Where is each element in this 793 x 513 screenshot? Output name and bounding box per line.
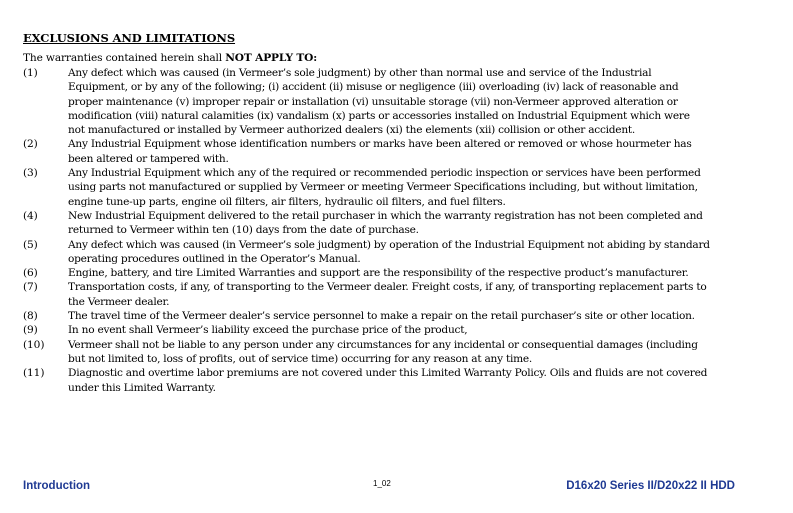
exclusion-item-number: (7)	[23, 281, 38, 294]
exclusion-item	[0, 66, 793, 137]
exclusion-item-line: Any defect which was caused (in Vermeer’s sole judgment) by operation of the Industrial Equipment not abiding by standard	[68, 238, 710, 251]
exclusion-item-text	[68, 280, 748, 309]
exclusion-item	[0, 209, 793, 238]
exclusion-item-number: (4)	[23, 209, 38, 222]
exclusion-item-number: (8)	[23, 310, 38, 323]
exclusion-item-line: The travel time of the Vermeer dealer’s service personnel to make a repair on the retail purchaser’s site or other location.	[68, 310, 695, 323]
exclusion-item	[0, 323, 793, 337]
exclusion-item-number: (2)	[23, 138, 38, 151]
footer-section-title: Introduction	[23, 480, 91, 492]
exclusion-item-line: modification (viii) natural calamities (ix) vandalism (x) parts or accessories installed on Industrial Equipment which were	[68, 109, 690, 122]
exclusion-item	[0, 338, 793, 367]
intro-prefix: The warranties contained herein shall	[23, 52, 226, 64]
exclusion-item-text	[68, 266, 748, 280]
exclusion-item-line: been altered or tampered with.	[68, 152, 229, 165]
exclusion-item-line: proper maintenance (v) improper repair or installation (vi) unsuitable storage (vii) non-Vermeer approved alteration or	[68, 95, 678, 108]
exclusion-item-text	[68, 238, 748, 267]
exclusion-item-text	[68, 309, 748, 323]
exclusion-item-text	[68, 166, 748, 209]
exclusion-item	[0, 366, 793, 395]
footer-model-name: D16x20 Series II/D20x22 II HDD	[566, 480, 735, 492]
exclusion-item-text	[68, 209, 748, 238]
exclusion-item	[0, 238, 793, 267]
exclusion-item-line: the Vermeer dealer.	[68, 295, 170, 308]
exclusion-item-text	[68, 66, 748, 137]
exclusion-list	[0, 66, 793, 395]
exclusion-item-number: (9)	[23, 324, 38, 337]
intro-emphasis: NOT APPLY TO:	[225, 52, 317, 64]
exclusion-item-line: Diagnostic and overtime labor premiums are not covered under this Limited Warranty Policy. Oils and fluids are not covered	[68, 367, 708, 380]
exclusion-item-line: not manufactured or installed by Vermeer authorized dealers (xi) the elements (xii) collision or other accident.	[68, 124, 636, 137]
exclusion-item-number: (5)	[23, 238, 38, 251]
exclusion-item-line: Any Industrial Equipment which any of the required or recommended periodic inspection or services have been performed	[68, 167, 701, 180]
exclusion-item	[0, 266, 793, 280]
exclusion-item-line: engine tune-up parts, engine oil filters, air filters, hydraulic oil filters, and fuel filters.	[68, 195, 506, 208]
exclusion-item-text	[68, 323, 748, 337]
intro-sentence	[23, 52, 317, 64]
exclusion-item-text	[68, 338, 748, 367]
exclusion-item-line: Any defect which was caused (in Vermeer’s sole judgment) by other than normal use and service of the Industrial	[68, 67, 652, 79]
exclusion-item-number: (3)	[23, 167, 38, 180]
exclusion-item-line: Any Industrial Equipment whose identification numbers or marks have been altered or removed or whose hourmeter has	[68, 138, 692, 151]
exclusion-item-line: Equipment, or by any of the following; (i) accident (ii) misuse or negligence (iii) overloading (iv) lack of reasonable and	[68, 81, 679, 94]
exclusion-item-line: Transportation costs, if any, of transporting to the Vermeer dealer. Freight costs, if any, of transporting replacement parts to	[68, 281, 707, 294]
exclusion-item	[0, 137, 793, 166]
exclusion-item-number: (10)	[23, 338, 45, 351]
exclusion-item-number: (11)	[23, 367, 45, 380]
exclusion-item-text	[68, 137, 748, 166]
exclusion-item-number: (6)	[23, 267, 38, 280]
exclusion-item	[0, 280, 793, 309]
exclusion-item-line: New Industrial Equipment delivered to the retail purchaser in which the warranty registration has not been completed and	[68, 209, 703, 222]
exclusion-item-line: but not limited to, loss of profits, out of service time) occurring for any reason at any time.	[68, 352, 533, 365]
exclusion-item-line: In no event shall Vermeer’s liability exceed the purchase price of the product,	[68, 324, 468, 337]
exclusion-item-number: (1)	[23, 67, 38, 79]
exclusion-item	[0, 309, 793, 323]
exclusion-item-line: operating procedures outlined in the Operator’s Manual.	[68, 252, 361, 265]
exclusion-item-line: Vermeer shall not be liable to any person under any circumstances for any incidental or consequential damages (including	[68, 338, 698, 351]
exclusion-item-line: returned to Vermeer within ten (10) days from the date of purchase.	[68, 224, 419, 237]
exclusion-item-line: under this Limited Warranty.	[68, 381, 216, 394]
exclusion-item-line: using parts not manufactured or supplied by Vermeer or meeting Vermeer Specifications including, but without limitation,	[68, 181, 698, 194]
exclusion-item-line: Engine, battery, and tire Limited Warranties and support are the responsibility of the respective product’s manufacturer.	[68, 267, 689, 280]
exclusion-item	[0, 166, 793, 209]
section-heading: EXCLUSIONS AND LIMITATIONS	[23, 31, 236, 45]
footer-page-number: 1_02	[373, 479, 391, 488]
exclusion-item-text	[68, 366, 748, 395]
